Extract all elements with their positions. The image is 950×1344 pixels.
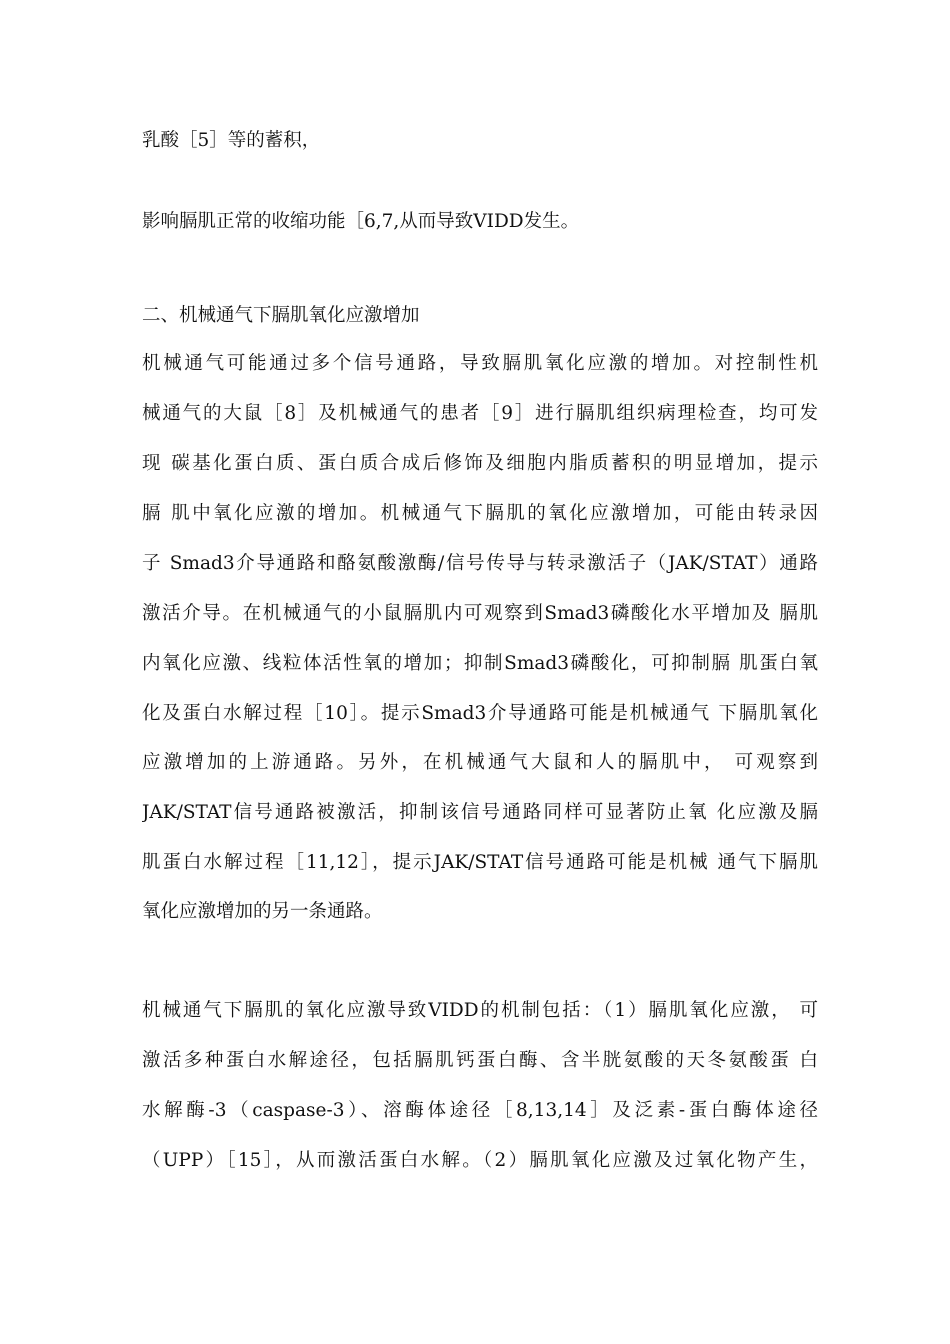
text-line: 氧化应激增加的另一条通路。 <box>142 901 383 922</box>
text-line: 水解酶-3（caspase-3）、溶酶体途径［8,13,14］及泛素-蛋白酶体途径 <box>142 1100 818 1121</box>
text-line: 内氧化应激、线粒体活性氧的增加；抑制Smad3磷酸化，可抑制膈 肌蛋白氧 <box>142 653 818 674</box>
text-line: 膈 肌中氧化应激的增加。机械通气下膈肌的氧化应激增加，可能由转录因 <box>142 503 818 524</box>
text-line: 现 碳基化蛋白质、蛋白质合成后修饰及细胞内脂质蓄积的明显增加，提示 <box>142 453 818 474</box>
text-line: （UPP）［15］，从而激活蛋白水解。（2）膈肌氧化应激及过氧化物产生， <box>142 1150 818 1171</box>
text-line: 肌蛋白水解过程［11,12］，提示JAK/STAT信号通路可能是机械 通气下膈肌 <box>142 852 818 873</box>
text-line: 子 Smad3介导通路和酪氨酸激酶/信号传导与转录激活子（JAK/STAT）通路 <box>142 553 818 574</box>
section-heading: 二、机械通气下膈肌氧化应激增加 <box>142 305 420 326</box>
text-line: 激活介导。在机械通气的小鼠膈肌内可观察到Smad3磷酸化水平增加及 膈肌 <box>142 603 818 624</box>
text-line: 乳酸［5］等的蓄积， <box>142 130 321 151</box>
text-line: JAK/STAT信号通路被激活，抑制该信号通路同样可显著防止氧 化应激及膈 <box>142 802 818 823</box>
text-line: 机械通气下膈肌的氧化应激导致VIDD的机制包括：（1）膈肌氧化应激， 可 <box>142 1000 818 1021</box>
text-line: 机械通气可能通过多个信号通路，导致膈肌氧化应激的增加。对控制性机 <box>142 353 818 374</box>
text-line: 械通气的大鼠［8］及机械通气的患者［9］进行膈肌组织病理检查，均可发 <box>142 403 818 424</box>
text-line: 化及蛋白水解过程［10］。提示Smad3介导通路可能是机械通气 下膈肌氧化 <box>142 703 818 724</box>
text-line: 应激增加的上游通路。另外，在机械通气大鼠和人的膈肌中， 可观察到 <box>142 752 818 773</box>
text-line: 激活多种蛋白水解途径，包括膈肌钙蛋白酶、含半胱氨酸的天冬氨酸蛋 白 <box>142 1050 818 1071</box>
text-line: 影响膈肌正常的收缩功能［6,7,从而导致VIDD发生。 <box>142 211 580 232</box>
